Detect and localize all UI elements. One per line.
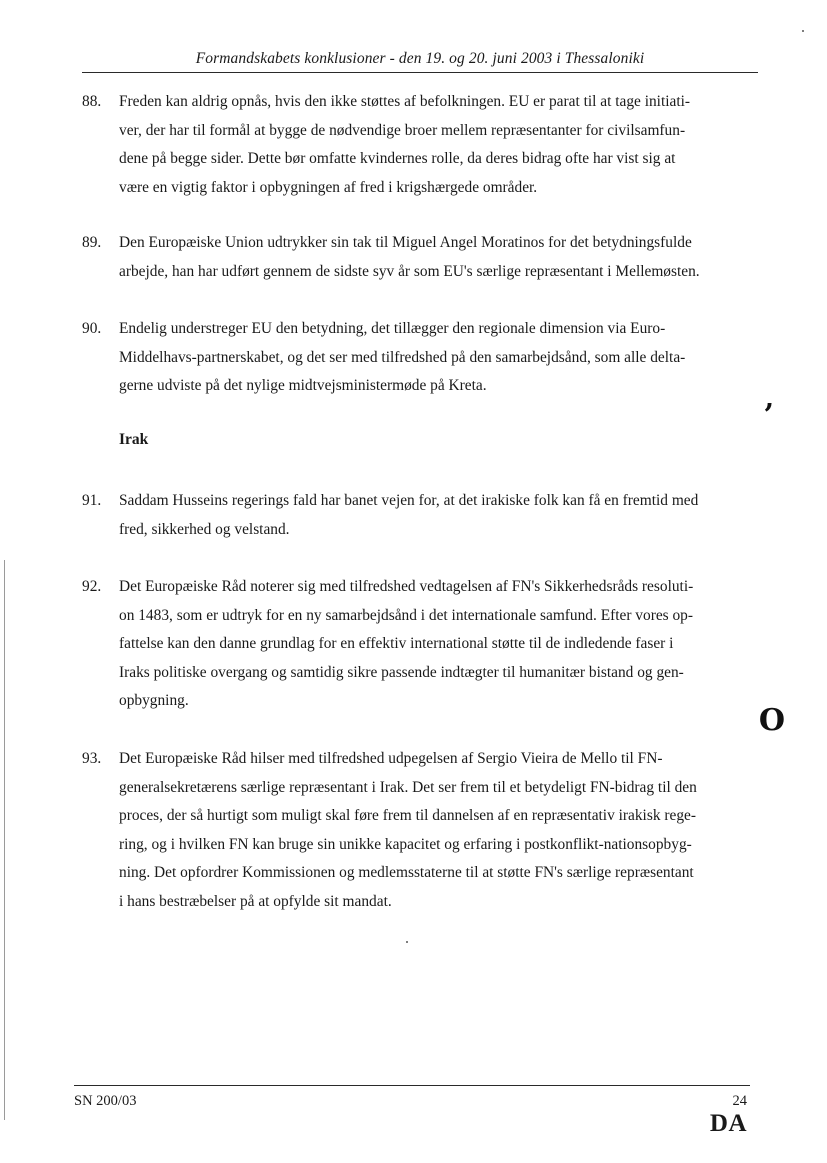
paragraph-number: 92. bbox=[82, 578, 102, 595]
paragraph-91 bbox=[82, 487, 758, 544]
text-line: ning. Det opfordrer Kommissionen og medlemsstaterne til at støtte FN's særlige repræsentant bbox=[119, 864, 694, 882]
text-line: Saddam Husseins regerings fald har banet vejen for, at det irakiske folk kan få en fremtid med bbox=[119, 492, 699, 509]
paragraph-93 bbox=[82, 745, 758, 917]
paragraph-text bbox=[119, 745, 758, 917]
text-line: i hans bestræbelser på at opfylde sit mandat. bbox=[119, 892, 392, 910]
paragraph-text bbox=[119, 573, 758, 716]
scan-edge-line bbox=[4, 560, 5, 1120]
text-line: fred, sikkerhed og velstand. bbox=[119, 520, 290, 538]
paragraph-92 bbox=[82, 573, 758, 716]
text-line: gerne udviste på det nylige midtvejsministermøde på Kreta. bbox=[119, 377, 487, 395]
text-line: fattelse kan den danne grundlag for en effektiv international støtte til de indledende faser i bbox=[119, 635, 674, 653]
text-line: Endelig understreger EU den betydning, det tillægger den regionale dimension via Euro- bbox=[119, 320, 666, 337]
margin-mark: ’ bbox=[763, 398, 774, 433]
document-reference: SN 200/03 bbox=[74, 1093, 137, 1109]
header-rule bbox=[82, 72, 758, 73]
language-code: DA bbox=[709, 1110, 747, 1137]
paragraph-88 bbox=[82, 88, 758, 202]
text-line: dene på begge sider. Dette bør omfatte kvindernes rolle, da deres bidrag ofte har vist sig at bbox=[119, 150, 676, 168]
text-line: Den Europæiske Union udtrykker sin tak til Miguel Angel Moratinos for det betydningsfulde bbox=[119, 234, 692, 251]
text-line: proces, der så hurtigt som muligt skal føre frem til dannelsen af en repræsentativ irakisk rege- bbox=[119, 807, 696, 825]
text-line: Iraks politiske overgang og samtidig sikre passende indtægter til humanitær bistand og gen- bbox=[119, 663, 684, 681]
page-number: 24 bbox=[732, 1093, 747, 1109]
paragraph-text bbox=[119, 88, 758, 202]
paragraph-number: 93. bbox=[82, 750, 102, 767]
text-line: arbejde, han har udført gennem de sidste syv år som EU's særlige repræsentant i Mellemøsten. bbox=[119, 262, 700, 280]
section-heading: Irak bbox=[119, 431, 149, 448]
paragraph-number: 91. bbox=[82, 492, 102, 509]
margin-mark: O bbox=[758, 703, 785, 738]
scan-speck bbox=[802, 30, 804, 32]
paragraph-text bbox=[119, 229, 758, 286]
paragraph-89 bbox=[82, 229, 758, 286]
text-line: Det Europæiske Råd noterer sig med tilfredshed vedtagelsen af FN's Sikkerhedsråds resoluti- bbox=[119, 578, 694, 595]
text-line: Middelhavs-partnerskabet, og det ser med tilfredshed på den samarbejdsånd, som alle delta- bbox=[119, 348, 686, 366]
text-line: on 1483, som er udtryk for en ny samarbejdsånd i det internationale samfund. Efter vores op- bbox=[119, 606, 693, 624]
text-line: ring, og i hvilken FN kan bruge sin unikke kapacitet og erfaring i postkonflikt-nationsopbyg- bbox=[119, 835, 692, 853]
paragraph-number: 88. bbox=[82, 93, 102, 110]
text-line: generalsekretærens særlige repræsentant i Irak. Det ser frem til et betydeligt FN-bidrag til den bbox=[119, 778, 697, 796]
scan-speck bbox=[406, 941, 408, 943]
paragraph-number: 90. bbox=[82, 320, 102, 337]
paragraph-number: 89. bbox=[82, 234, 102, 251]
footer-rule bbox=[74, 1085, 750, 1086]
paragraph-text bbox=[119, 315, 758, 401]
text-line: være en vigtig faktor i opbygningen af fred i krigshærgede områder. bbox=[119, 178, 538, 196]
text-line: Freden kan aldrig opnås, hvis den ikke støttes af befolkningen. EU er parat til at tage initiati- bbox=[119, 93, 691, 110]
text-line: Det Europæiske Råd hilser med tilfredshed udpegelsen af Sergio Vieira de Mello til FN- bbox=[119, 750, 663, 767]
running-header: Formandskabets konklusioner - den 19. og 20. juni 2003 i Thessaloniki bbox=[195, 50, 645, 67]
text-line: ver, der har til formål at bygge de nødvendige broer mellem repræsentanter for civilsamfun- bbox=[119, 121, 686, 139]
paragraph-90 bbox=[82, 315, 758, 401]
paragraph-text bbox=[119, 487, 758, 544]
text-line: opbygning. bbox=[119, 692, 189, 710]
